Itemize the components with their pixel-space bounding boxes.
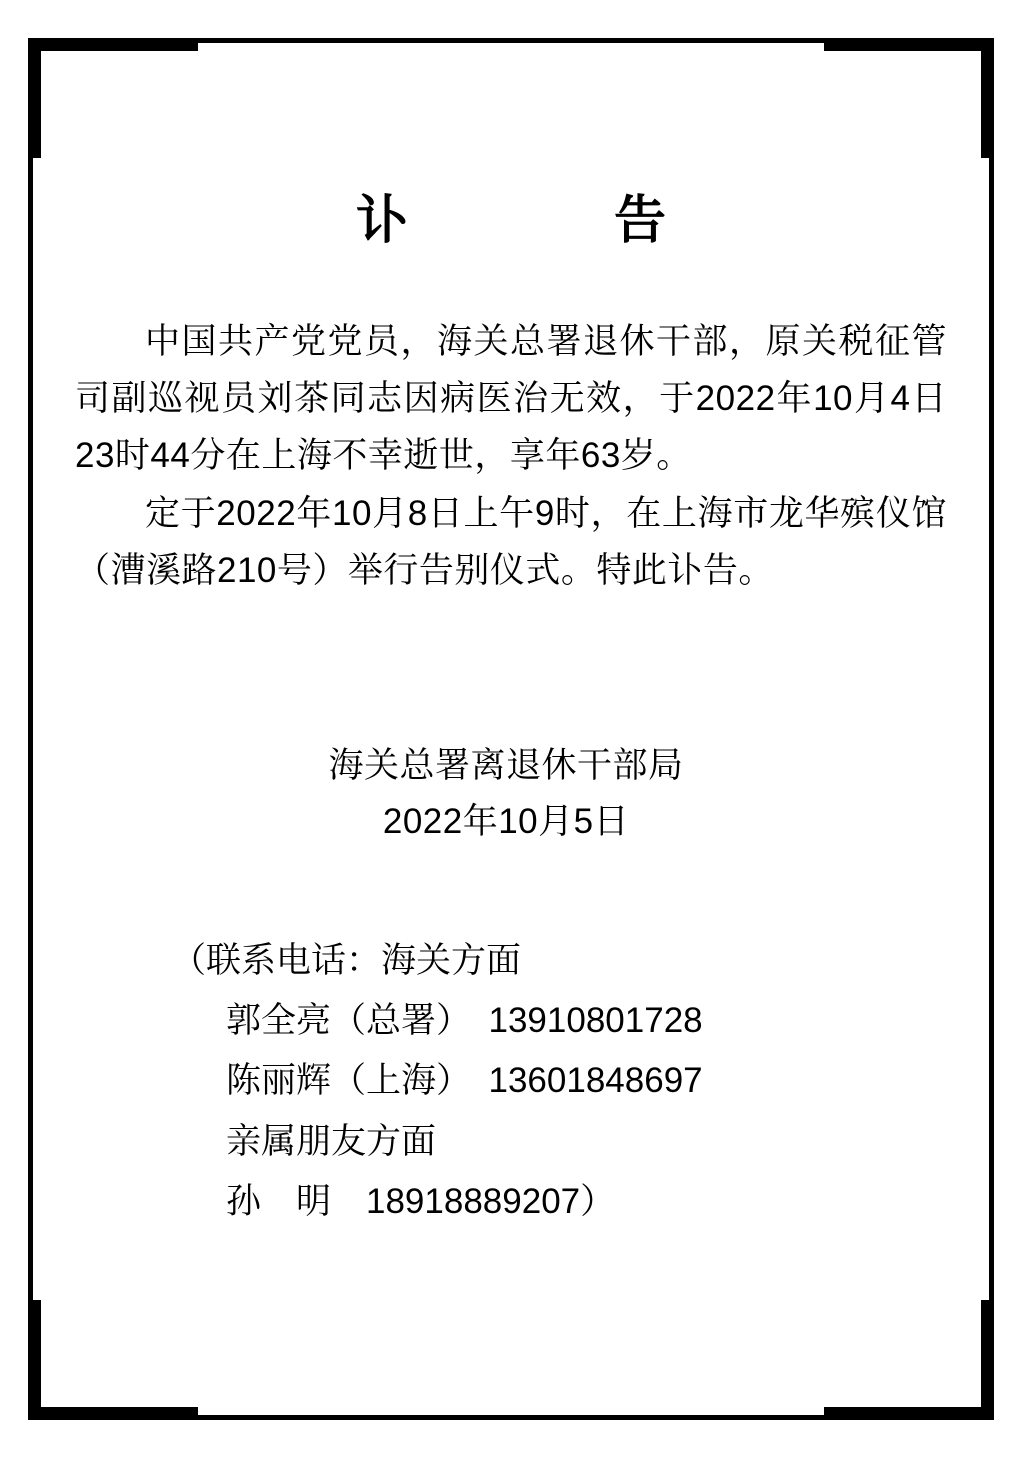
signature-date: 2022年10月5日 <box>382 802 630 842</box>
body-paragraph-1: 中国共产党党员，海关总署退休干部，原关税征管司副巡视员刘茶同志因病医治无效，于2022年10月4日23时44分在上海不幸逝世，享年63岁。 <box>75 322 947 475</box>
document-content <box>33 43 989 1415</box>
body-paragraph-2: 定于2022年10月8日上午9时，在上海市龙华殡仪馆（漕溪路210号）举行告别仪式。特此讣告。 <box>75 494 947 590</box>
signature-block <box>75 738 947 851</box>
document-title: 讣 告 <box>355 192 700 250</box>
signature-organization: 海关总署离退休干部局 <box>328 745 684 785</box>
contact-entry-1: 郭全亮（总署） 13910801728 <box>226 1001 703 1041</box>
contact-block <box>75 931 947 1232</box>
document-body <box>75 314 947 599</box>
contact-entry-3: 亲属朋友方面 <box>226 1121 437 1161</box>
contact-entry-2: 陈丽辉（上海） 13601848697 <box>226 1061 703 1101</box>
contact-header: （联系电话：海关方面 <box>171 941 522 980</box>
contact-entry-4: 孙 明 18918889207） <box>226 1181 616 1221</box>
document-frame <box>28 38 994 1420</box>
